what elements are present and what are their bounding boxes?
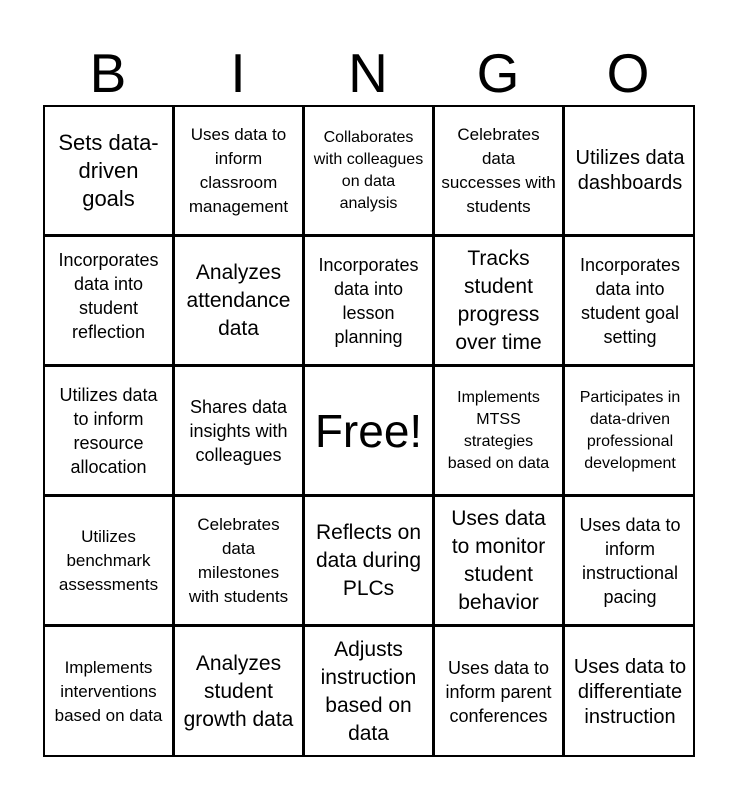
bingo-cell[interactable]: [305, 107, 435, 237]
cell-text: Uses data to inform instructional pacing: [579, 514, 681, 607]
cell-text: Uses data to differentiate instruction: [573, 655, 687, 728]
cell-text: Uses data to monitor student behavior: [451, 506, 546, 614]
bingo-cell[interactable]: [305, 237, 435, 367]
cell-text: Analyzes student growth data: [183, 652, 294, 731]
cell-text: Participates in data-driven professional development: [579, 388, 681, 472]
bingo-cell[interactable]: [305, 497, 435, 627]
bingo-cell[interactable]: [565, 627, 695, 757]
header-letter-g: G: [476, 42, 520, 104]
bingo-cell-free[interactable]: [305, 367, 435, 497]
cell-text: Tracks student progress over time: [455, 246, 542, 354]
header-letter-i: I: [230, 42, 246, 104]
bingo-cell[interactable]: [435, 237, 565, 367]
cell-text: Implements MTSS strategies based on data: [447, 388, 550, 472]
bingo-cell[interactable]: [175, 237, 305, 367]
bingo-cell[interactable]: [305, 627, 435, 757]
cell-text: Analyzes attendance data: [186, 260, 291, 340]
bingo-cell[interactable]: [45, 497, 175, 627]
cell-text: Uses data to inform parent conferences: [445, 658, 552, 726]
cell-text: Incorporates data into student goal setting: [579, 254, 681, 347]
bingo-grid: [43, 105, 695, 757]
bingo-cell[interactable]: [565, 237, 695, 367]
cell-text: Implements interventions based on data: [54, 658, 163, 725]
bingo-cell[interactable]: [565, 367, 695, 497]
cell-text: Incorporates data into student reflection: [58, 249, 159, 342]
cell-text: Uses data to inform classroom management: [188, 124, 289, 216]
bingo-cell[interactable]: [45, 627, 175, 757]
cell-text: Utilizes benchmark assessments: [58, 526, 159, 594]
cell-text: Adjusts instruction based on data: [320, 638, 417, 745]
bingo-cell[interactable]: [175, 367, 305, 497]
bingo-header: [43, 40, 693, 106]
bingo-cell[interactable]: [175, 497, 305, 627]
cell-text: Incorporates data into lesson planning: [318, 254, 419, 347]
cell-text: Collaborates with colleagues on data analysis: [313, 128, 424, 212]
free-space-text: Free!: [314, 404, 423, 457]
bingo-cell[interactable]: [565, 107, 695, 237]
bingo-cell[interactable]: [175, 627, 305, 757]
bingo-cell[interactable]: [435, 497, 565, 627]
cell-text: Shares data insights with colleagues: [189, 396, 288, 465]
cell-text: Utilizes data dashboards: [575, 146, 685, 194]
cell-text: Utilizes data to inform resource allocation: [59, 384, 158, 477]
cell-text: Reflects on data during PLCs: [315, 520, 422, 600]
bingo-cell[interactable]: [45, 237, 175, 367]
bingo-cell[interactable]: [45, 107, 175, 237]
bingo-cell[interactable]: [175, 107, 305, 237]
header-letter-n: N: [348, 42, 388, 104]
bingo-cell[interactable]: [565, 497, 695, 627]
bingo-cell[interactable]: [435, 627, 565, 757]
bingo-cell[interactable]: [45, 367, 175, 497]
bingo-cell[interactable]: [435, 367, 565, 497]
header-letter-b: B: [89, 42, 127, 104]
cell-text: Celebrates data successes with students: [441, 124, 556, 216]
bingo-cell[interactable]: [435, 107, 565, 237]
cell-text: Celebrates data milestones with students: [188, 514, 289, 606]
cell-text: Sets data-driven goals: [58, 129, 159, 211]
header-letter-o: O: [606, 42, 650, 104]
